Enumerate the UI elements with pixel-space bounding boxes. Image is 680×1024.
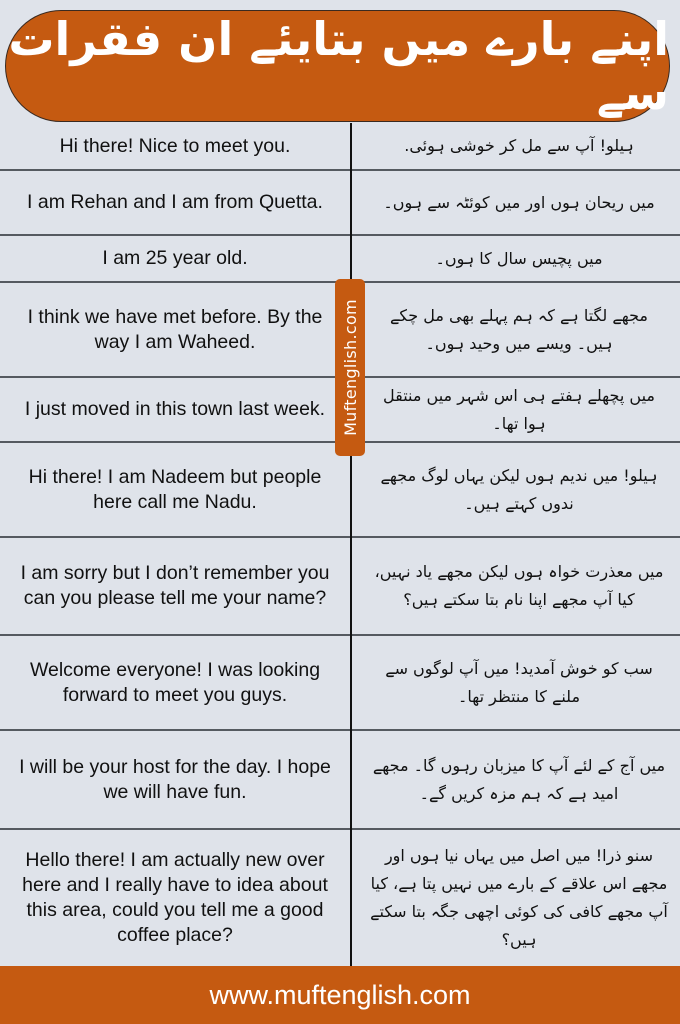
urdu-translation: ہیلو! آپ سے مل کر خوشی ہوئی.	[404, 136, 634, 155]
english-phrase: I just moved in this town last week.	[24, 398, 326, 420]
english-phrase: I am 25 year old.	[102, 247, 248, 269]
table-row	[0, 123, 680, 171]
table-row	[0, 731, 680, 830]
english-phrase: Welcome everyone! I was looking forward to meet you guys.	[29, 658, 321, 706]
table-row	[0, 171, 680, 236]
english-phrase: I think we have met before. By the way I am Waheed.	[27, 305, 323, 353]
watermark-text: Muftenglish.com	[340, 299, 360, 436]
english-phrase: Hello there! I am actually new over here and I really have to idea about this area, could you tell me a good coffee place?	[22, 849, 328, 946]
column-divider	[350, 123, 352, 966]
table-row	[0, 538, 680, 636]
urdu-translation: میں پچھلے ہفتے ہی اس شہر میں منتقل ہوا تھا۔	[383, 385, 655, 433]
phrase-table	[0, 123, 680, 966]
urdu-translation: میں معذرت خواہ ہوں لیکن مجھے یاد نہیں، کیا آپ مجھے اپنا نام بتا سکتے ہیں؟	[374, 562, 664, 609]
website-url[interactable]: www.muftenglish.com	[209, 979, 471, 1010]
english-phrase: I am sorry but I don’t remember you can you please tell me your name?	[20, 562, 330, 609]
english-phrase: I am Rehan and I am from Quetta.	[27, 191, 323, 213]
table-row	[0, 636, 680, 731]
urdu-translation: سنو ذرا! میں اصل میں یہاں نیا ہوں اور مجھے اس علاقے کے بارے میں نہیں پتا ہے، کیا آپ مجھے کافی کی کوئی اچھی جگہ بتا سکتے ہیں؟	[370, 846, 668, 949]
footer-banner	[0, 966, 680, 1024]
english-phrase: Hi there! Nice to meet you.	[59, 134, 291, 157]
watermark-badge	[335, 279, 365, 456]
table-row	[0, 236, 680, 283]
urdu-translation: سب کو خوش آمدید! میں آپ لوگوں سے ملنے کا منتظر تھا۔	[385, 658, 653, 706]
title-banner	[5, 10, 670, 122]
english-phrase: Hi there! I am Nadeem but people here call me Nadu.	[28, 465, 322, 513]
urdu-translation: میں ریحان ہوں اور میں کوئٹہ سے ہوں۔	[383, 192, 655, 212]
table-row	[0, 830, 680, 966]
english-phrase: I will be your host for the day. I hope we will have fun.	[19, 755, 331, 803]
urdu-translation: ہیلو! میں ندیم ہوں لیکن یہاں لوگ مجھے ندوں کہتے ہیں۔	[380, 465, 658, 513]
table-row	[0, 443, 680, 538]
page-title: اپنے بارے میں بتایئے ان فقرات سے	[8, 12, 669, 120]
urdu-translation: میں آج کے لئے آپ کا میزبان رہوں گا۔ مجھے امید ہے کہ ہم مزہ کریں گے۔	[372, 755, 666, 803]
urdu-translation: میں پچیس سال کا ہوں۔	[435, 248, 603, 268]
urdu-translation: مجھے لگتا ہے کہ ہم پہلے بھی مل چکے ہیں۔ ویسے میں وحید ہوں۔	[390, 305, 648, 353]
